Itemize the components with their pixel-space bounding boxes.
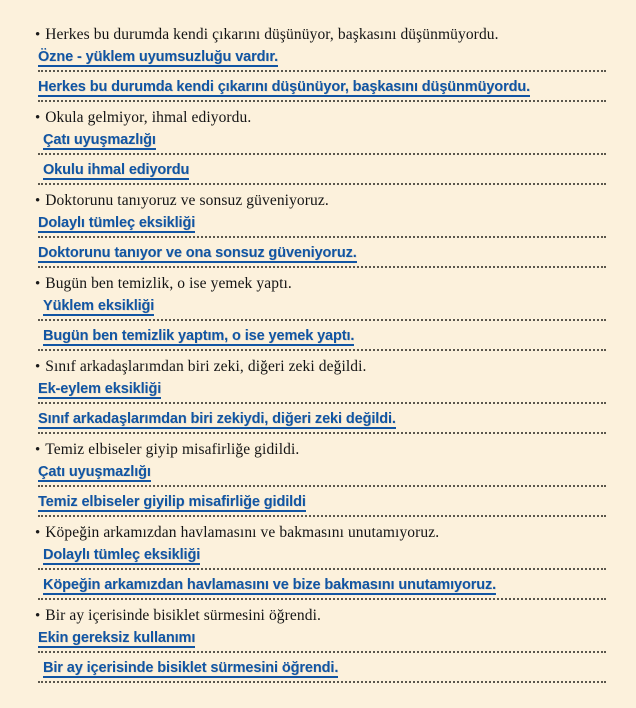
dotted-rule (38, 568, 606, 570)
correction-sentence: Bir ay içerisinde bisiklet sürmesini öğrendi. (43, 660, 339, 676)
dotted-rule (38, 70, 606, 72)
prompt-sentence: Sınıf arkadaşlarımdan biri zeki, diğeri zeki değildi. (45, 358, 367, 375)
dotted-rule (38, 183, 606, 185)
error-type-row (16, 296, 620, 317)
dotted-rule (38, 153, 606, 155)
correction-sentence: Okulu ihmal ediyordu (43, 162, 190, 178)
dotted-rule (38, 651, 606, 653)
error-type-row (16, 628, 620, 649)
error-type-label: Dolaylı tümleç eksikliği (43, 547, 201, 563)
prompt-row (16, 522, 620, 544)
prompt-sentence: Temiz elbiseler giyip misafirliğe gidildi. (45, 441, 300, 458)
prompt-sentence: Doktorunu tanıyoruz ve sonsuz güveniyoruz. (45, 192, 329, 209)
exercise-item (16, 522, 620, 600)
error-type-label: Ekin gereksiz kullanımı (38, 630, 196, 646)
exercise-list (16, 24, 620, 683)
error-type-row (16, 545, 620, 566)
dotted-rule (38, 319, 606, 321)
error-type-row (16, 462, 620, 483)
correction-sentence: Sınıf arkadaşlarımdan biri zekiydi, diğeri zeki değildi. (38, 411, 396, 427)
bullet-icon: • (35, 608, 41, 624)
prompt-sentence: Köpeğin arkamızdan havlamasını ve bakmasını unutamıyoruz. (45, 524, 440, 541)
correction-row (16, 77, 620, 98)
dotted-rule (38, 681, 606, 683)
error-type-label: Çatı uyuşmazlığı (43, 132, 156, 148)
error-type-row (16, 130, 620, 151)
prompt-row (16, 273, 620, 295)
correction-sentence: Köpeğin arkamızdan havlamasını ve bize bakmasını unutamıyoruz. (43, 577, 497, 593)
prompt-row (16, 24, 620, 46)
correction-row (16, 492, 620, 513)
correction-row (16, 575, 620, 596)
prompt-sentence: Herkes bu durumda kendi çıkarını düşünüyor, başkasını düşünmüyordu. (45, 26, 499, 43)
exercise-item (16, 190, 620, 268)
error-type-label: Ek-eylem eksikliği (38, 381, 162, 397)
bullet-icon: • (35, 27, 41, 43)
error-type-label: Çatı uyuşmazlığı (38, 464, 151, 480)
prompt-row (16, 107, 620, 129)
correction-sentence: Doktorunu tanıyor ve ona sonsuz güveniyoruz. (38, 245, 357, 261)
error-type-label: Yüklem eksikliği (43, 298, 155, 314)
dotted-rule (38, 100, 606, 102)
exercise-item (16, 107, 620, 185)
exercise-item (16, 356, 620, 434)
error-type-row (16, 379, 620, 400)
prompt-sentence: Bir ay içerisinde bisiklet sürmesini öğrendi. (45, 607, 321, 624)
error-type-label: Özne - yüklem uyumsuzluğu vardır. (38, 49, 279, 65)
correction-row (16, 243, 620, 264)
dotted-rule (38, 598, 606, 600)
bullet-icon: • (35, 193, 41, 209)
error-type-row (16, 47, 620, 68)
correction-sentence: Herkes bu durumda kendi çıkarını düşünüyor, başkasını düşünmüyordu. (38, 79, 531, 95)
prompt-row (16, 605, 620, 627)
dotted-rule (38, 266, 606, 268)
exercise-item (16, 273, 620, 351)
bullet-icon: • (35, 359, 41, 375)
prompt-row (16, 190, 620, 212)
dotted-rule (38, 485, 606, 487)
correction-sentence: Temiz elbiseler giyilip misafirliğe gidildi (38, 494, 306, 510)
prompt-sentence: Okula gelmiyor, ihmal ediyordu. (45, 109, 252, 126)
error-type-label: Dolaylı tümleç eksikliği (38, 215, 196, 231)
error-type-row (16, 213, 620, 234)
correction-row (16, 160, 620, 181)
exercise-item (16, 24, 620, 102)
dotted-rule (38, 236, 606, 238)
bullet-icon: • (35, 276, 41, 292)
exercise-item (16, 605, 620, 683)
dotted-rule (38, 349, 606, 351)
prompt-row (16, 356, 620, 378)
correction-row (16, 326, 620, 347)
exercise-item (16, 439, 620, 517)
correction-row (16, 658, 620, 679)
dotted-rule (38, 515, 606, 517)
correction-row (16, 409, 620, 430)
bullet-icon: • (35, 110, 41, 126)
prompt-sentence: Bugün ben temizlik, o ise yemek yaptı. (45, 275, 292, 292)
prompt-row (16, 439, 620, 461)
dotted-rule (38, 402, 606, 404)
correction-sentence: Bugün ben temizlik yaptım, o ise yemek yaptı. (43, 328, 355, 344)
dotted-rule (38, 432, 606, 434)
bullet-icon: • (35, 525, 41, 541)
bullet-icon: • (35, 442, 41, 458)
